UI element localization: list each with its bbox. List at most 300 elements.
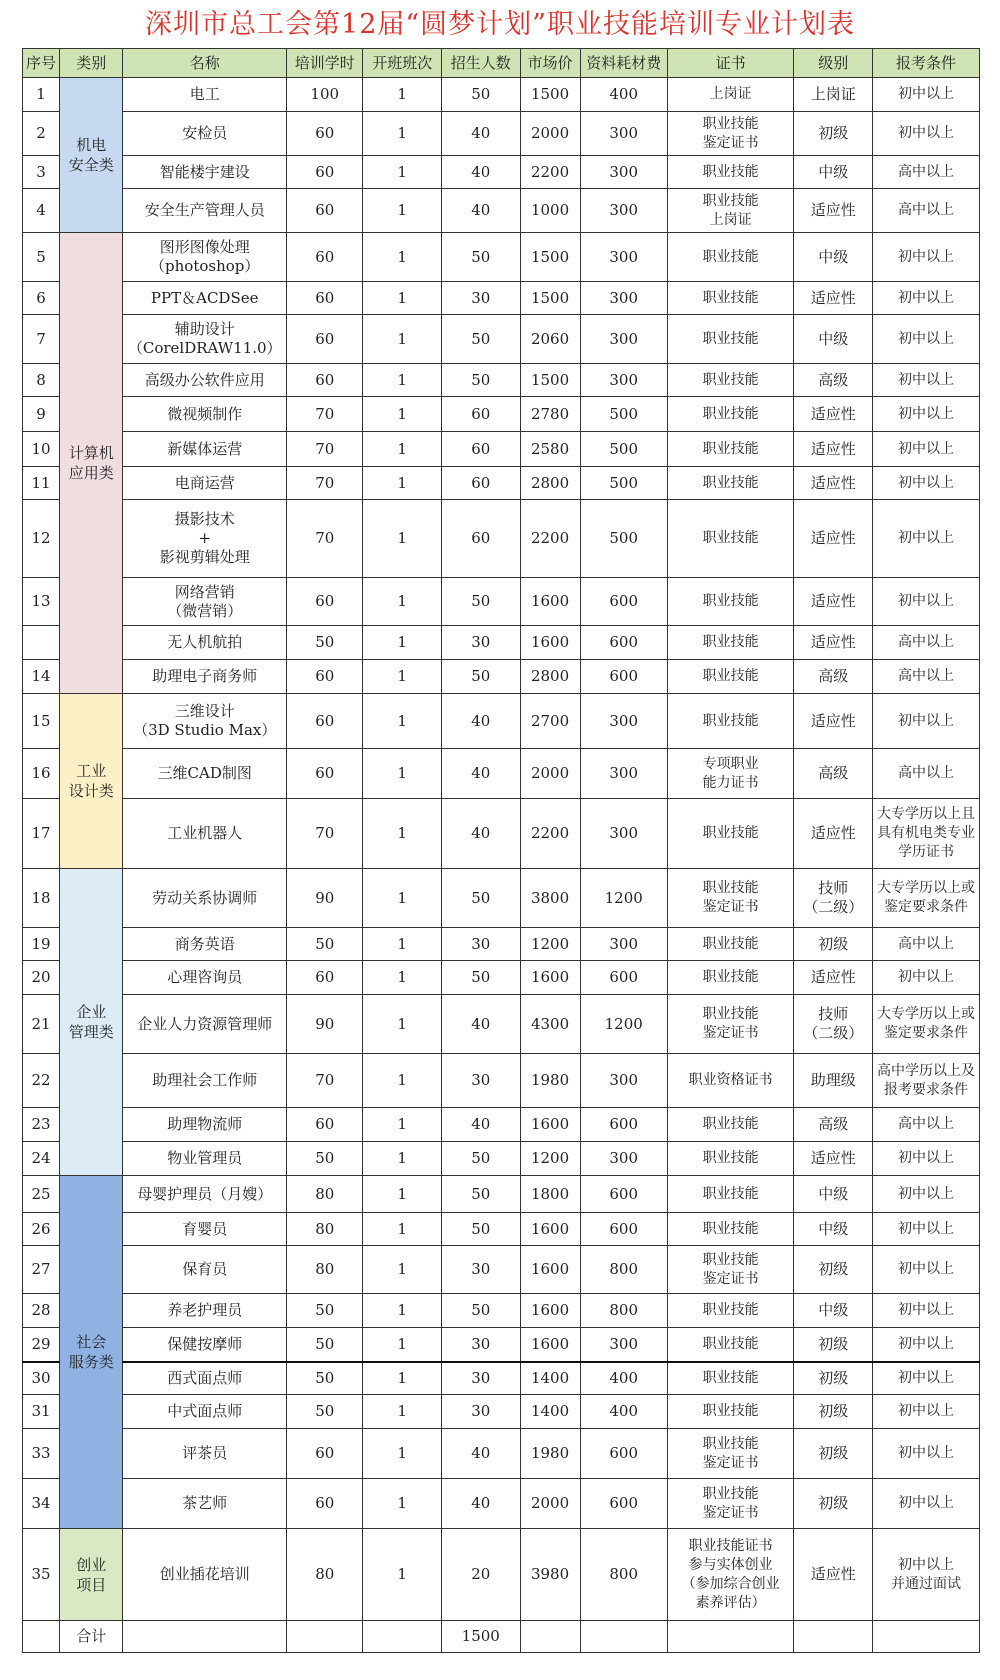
cell-classes: 1 xyxy=(363,1176,442,1213)
cell-classes: 1 xyxy=(363,364,442,397)
table-row xyxy=(23,78,980,112)
cell-name: 保健按摩师 xyxy=(123,1328,287,1362)
row-number: 3 xyxy=(23,156,60,189)
cell-fee: 500 xyxy=(580,467,667,500)
table-row xyxy=(23,869,980,928)
cell-cert: 职业技能 xyxy=(667,626,794,660)
cell-classes: 1 xyxy=(363,660,442,694)
row-number: 24 xyxy=(23,1142,60,1176)
column-header: 名称 xyxy=(123,49,287,78)
table-row xyxy=(23,749,980,799)
cell-price: 2000 xyxy=(520,749,580,799)
cell-classes: 1 xyxy=(363,928,442,961)
cell-hours: 60 xyxy=(287,1108,363,1142)
cell-cert: 职业技能 xyxy=(667,799,794,869)
table-row xyxy=(23,432,980,467)
cell-price: 1600 xyxy=(520,1213,580,1246)
cell-price: 2200 xyxy=(520,156,580,189)
cell-enroll: 30 xyxy=(441,1362,520,1395)
cell-req: 初中以上 xyxy=(873,1213,980,1246)
cell-enroll: 50 xyxy=(441,869,520,928)
cell-enroll: 60 xyxy=(441,467,520,500)
row-number: 18 xyxy=(23,869,60,928)
cell-hours: 50 xyxy=(287,928,363,961)
cell-req: 初中以上 xyxy=(873,1142,980,1176)
cell-name: 母婴护理员（月嫂） xyxy=(123,1176,287,1213)
category-cell: 企业 管理类 xyxy=(60,869,123,1176)
table-row xyxy=(23,233,980,282)
cell-hours: 60 xyxy=(287,1429,363,1479)
cell-level: 高级 xyxy=(794,660,873,694)
cell-level: 初级 xyxy=(794,1246,873,1294)
cell-classes: 1 xyxy=(363,1362,442,1395)
cell-level: 初级 xyxy=(794,1395,873,1429)
cell-name: 茶艺师 xyxy=(123,1479,287,1529)
cell-hours: 70 xyxy=(287,397,363,432)
cell-hours: 50 xyxy=(287,1395,363,1429)
cell-fee: 800 xyxy=(580,1246,667,1294)
column-header: 招生人数 xyxy=(441,49,520,78)
row-number: 13 xyxy=(23,578,60,626)
row-number: 27 xyxy=(23,1246,60,1294)
row-number: 21 xyxy=(23,995,60,1054)
cell-price: 4300 xyxy=(520,995,580,1054)
cell-enroll: 50 xyxy=(441,578,520,626)
row-number: 35 xyxy=(23,1529,60,1621)
cell-hours: 60 xyxy=(287,364,363,397)
table-row xyxy=(23,961,980,995)
cell-price: 2780 xyxy=(520,397,580,432)
cell-classes: 1 xyxy=(363,78,442,112)
row-number: 8 xyxy=(23,364,60,397)
cell-enroll: 40 xyxy=(441,799,520,869)
cell-price: 2060 xyxy=(520,315,580,364)
cell-hours: 80 xyxy=(287,1213,363,1246)
cell-fee: 300 xyxy=(580,1054,667,1108)
cell-classes: 1 xyxy=(363,282,442,315)
cell-price: 3800 xyxy=(520,869,580,928)
cell-level: 高级 xyxy=(794,749,873,799)
cell-fee: 300 xyxy=(580,315,667,364)
cell-enroll: 50 xyxy=(441,233,520,282)
cell-fee: 300 xyxy=(580,1328,667,1362)
cell-price: 2800 xyxy=(520,467,580,500)
total-cell xyxy=(123,1621,287,1653)
cell-level: 初级 xyxy=(794,1429,873,1479)
cell-price: 1600 xyxy=(520,578,580,626)
cell-enroll: 50 xyxy=(441,1176,520,1213)
cell-cert: 职业技能 xyxy=(667,156,794,189)
cell-cert: 职业技能 xyxy=(667,364,794,397)
cell-req: 初中以上 xyxy=(873,1176,980,1213)
cell-classes: 1 xyxy=(363,156,442,189)
cell-req: 初中以上 xyxy=(873,694,980,749)
cell-price: 1980 xyxy=(520,1054,580,1108)
cell-cert: 职业技能 xyxy=(667,315,794,364)
cell-enroll: 60 xyxy=(441,432,520,467)
cell-level: 适应性 xyxy=(794,1529,873,1621)
cell-price: 2200 xyxy=(520,799,580,869)
cell-name: 劳动关系协调师 xyxy=(123,869,287,928)
cell-req: 初中以上 xyxy=(873,112,980,156)
cell-req: 高中以上 xyxy=(873,660,980,694)
cell-classes: 1 xyxy=(363,961,442,995)
cell-price: 1400 xyxy=(520,1362,580,1395)
cell-hours: 50 xyxy=(287,1142,363,1176)
cell-price: 1500 xyxy=(520,364,580,397)
cell-name: 中式面点师 xyxy=(123,1395,287,1429)
cell-enroll: 40 xyxy=(441,694,520,749)
cell-price: 1500 xyxy=(520,78,580,112)
cell-enroll: 50 xyxy=(441,1213,520,1246)
cell-cert: 职业技能 xyxy=(667,1142,794,1176)
total-cell xyxy=(873,1621,980,1653)
cell-price: 2200 xyxy=(520,500,580,578)
cell-name: 评茶员 xyxy=(123,1429,287,1479)
cell-price: 1600 xyxy=(520,626,580,660)
total-cell xyxy=(520,1621,580,1653)
cell-enroll: 40 xyxy=(441,189,520,233)
column-header: 资料耗材费 xyxy=(580,49,667,78)
cell-hours: 60 xyxy=(287,694,363,749)
cell-classes: 1 xyxy=(363,1108,442,1142)
cell-req: 初中以上 xyxy=(873,1294,980,1328)
cell-req: 大专学历以上且 具有机电类专业 学历证书 xyxy=(873,799,980,869)
cell-price: 1500 xyxy=(520,282,580,315)
row-number: 30 xyxy=(23,1362,60,1395)
cell-level: 适应性 xyxy=(794,626,873,660)
cell-name: 图形图像处理 （photoshop） xyxy=(123,233,287,282)
cell-classes: 1 xyxy=(363,233,442,282)
cell-hours: 60 xyxy=(287,112,363,156)
cell-classes: 1 xyxy=(363,189,442,233)
table-row xyxy=(23,1294,980,1328)
cell-classes: 1 xyxy=(363,1054,442,1108)
cell-classes: 1 xyxy=(363,1142,442,1176)
table-row xyxy=(23,112,980,156)
cell-cert: 职业技能 xyxy=(667,1328,794,1362)
cell-req: 初中以上 xyxy=(873,1429,980,1479)
table-row xyxy=(23,1328,980,1362)
cell-classes: 1 xyxy=(363,467,442,500)
cell-price: 3980 xyxy=(520,1529,580,1621)
cell-hours: 70 xyxy=(287,799,363,869)
cell-name: 心理咨询员 xyxy=(123,961,287,995)
table-row xyxy=(23,1362,980,1395)
cell-classes: 1 xyxy=(363,799,442,869)
cell-req: 初中以上 xyxy=(873,961,980,995)
cell-fee: 300 xyxy=(580,233,667,282)
column-header: 证书 xyxy=(667,49,794,78)
row-number: 31 xyxy=(23,1395,60,1429)
cell-enroll: 30 xyxy=(441,1328,520,1362)
cell-name: 安全生产管理人员 xyxy=(123,189,287,233)
cell-cert: 职业技能 xyxy=(667,1213,794,1246)
cell-hours: 50 xyxy=(287,626,363,660)
cell-fee: 600 xyxy=(580,1213,667,1246)
row-number: 14 xyxy=(23,660,60,694)
cell-classes: 1 xyxy=(363,1429,442,1479)
cell-name: 高级办公软件应用 xyxy=(123,364,287,397)
cell-req: 初中以上 xyxy=(873,364,980,397)
cell-name: 三维CAD制图 xyxy=(123,749,287,799)
cell-cert: 职业技能 鉴定证书 xyxy=(667,1479,794,1529)
cell-req: 高中以上 xyxy=(873,156,980,189)
cell-cert: 职业技能 xyxy=(667,961,794,995)
row-number: 26 xyxy=(23,1213,60,1246)
category-cell: 社会 服务类 xyxy=(60,1176,123,1529)
cell-enroll: 40 xyxy=(441,112,520,156)
row-number: 34 xyxy=(23,1479,60,1529)
row-number xyxy=(23,626,60,660)
cell-name: 三维设计 （3D Studio Max） xyxy=(123,694,287,749)
cell-enroll: 40 xyxy=(441,1108,520,1142)
cell-hours: 50 xyxy=(287,1294,363,1328)
cell-hours: 60 xyxy=(287,961,363,995)
cell-hours: 60 xyxy=(287,749,363,799)
row-number: 33 xyxy=(23,1429,60,1479)
cell-level: 适应性 xyxy=(794,397,873,432)
table-row xyxy=(23,626,980,660)
cell-hours: 90 xyxy=(287,995,363,1054)
table-row xyxy=(23,1529,980,1621)
cell-req: 高中以上 xyxy=(873,928,980,961)
table-row xyxy=(23,1246,980,1294)
cell-classes: 1 xyxy=(363,500,442,578)
cell-enroll: 40 xyxy=(441,995,520,1054)
cell-req: 初中以上 xyxy=(873,1328,980,1362)
cell-fee: 600 xyxy=(580,1176,667,1213)
cell-name: 创业插花培训 xyxy=(123,1529,287,1621)
cell-cert: 职业技能 鉴定证书 xyxy=(667,112,794,156)
cell-fee: 300 xyxy=(580,189,667,233)
cell-level: 中级 xyxy=(794,1176,873,1213)
cell-level: 技师 （二级） xyxy=(794,869,873,928)
cell-classes: 1 xyxy=(363,578,442,626)
cell-cert: 职业技能 xyxy=(667,500,794,578)
row-number: 15 xyxy=(23,694,60,749)
cell-name: PPT＆ACDSee xyxy=(123,282,287,315)
total-label: 合计 xyxy=(60,1621,123,1653)
cell-classes: 1 xyxy=(363,1395,442,1429)
cell-hours: 50 xyxy=(287,1362,363,1395)
cell-req: 初中以上 xyxy=(873,1362,980,1395)
cell-level: 适应性 xyxy=(794,578,873,626)
total-cell xyxy=(794,1621,873,1653)
cell-hours: 60 xyxy=(287,189,363,233)
cell-level: 中级 xyxy=(794,315,873,364)
row-number: 10 xyxy=(23,432,60,467)
cell-cert: 职业技能 xyxy=(667,233,794,282)
cell-cert: 职业技能 xyxy=(667,928,794,961)
cell-level: 上岗证 xyxy=(794,78,873,112)
column-header: 开班班次 xyxy=(363,49,442,78)
cell-name: 助理社会工作师 xyxy=(123,1054,287,1108)
cell-cert: 职业技能 xyxy=(667,578,794,626)
cell-classes: 1 xyxy=(363,749,442,799)
cell-level: 适应性 xyxy=(794,282,873,315)
cell-level: 适应性 xyxy=(794,432,873,467)
cell-cert: 职业技能 xyxy=(667,1108,794,1142)
cell-enroll: 60 xyxy=(441,397,520,432)
column-header: 类别 xyxy=(60,49,123,78)
cell-hours: 80 xyxy=(287,1246,363,1294)
cell-enroll: 50 xyxy=(441,364,520,397)
cell-req: 初中以上 xyxy=(873,467,980,500)
cell-name: 保育员 xyxy=(123,1246,287,1294)
cell-hours: 90 xyxy=(287,869,363,928)
column-header: 市场价 xyxy=(520,49,580,78)
table-row xyxy=(23,995,980,1054)
cell-cert: 职业技能证书 参与实体创业 （参加综合创业 素养评估） xyxy=(667,1529,794,1621)
cell-name: 电工 xyxy=(123,78,287,112)
cell-cert: 职业技能 xyxy=(667,432,794,467)
row-number: 2 xyxy=(23,112,60,156)
table-row xyxy=(23,397,980,432)
table-row xyxy=(23,928,980,961)
cell-enroll: 30 xyxy=(441,1395,520,1429)
cell-req: 高中以上 xyxy=(873,189,980,233)
cell-hours: 60 xyxy=(287,578,363,626)
cell-hours: 60 xyxy=(287,315,363,364)
total-row xyxy=(23,1621,980,1653)
cell-price: 2800 xyxy=(520,660,580,694)
table-row xyxy=(23,694,980,749)
row-number: 17 xyxy=(23,799,60,869)
cell-fee: 400 xyxy=(580,78,667,112)
cell-classes: 1 xyxy=(363,1294,442,1328)
cell-fee: 300 xyxy=(580,749,667,799)
header-row xyxy=(23,49,980,78)
cell-hours: 60 xyxy=(287,156,363,189)
cell-price: 1600 xyxy=(520,1294,580,1328)
cell-fee: 600 xyxy=(580,660,667,694)
table-row xyxy=(23,500,980,578)
cell-req: 初中以上 xyxy=(873,578,980,626)
cell-enroll: 50 xyxy=(441,660,520,694)
column-header: 培训学时 xyxy=(287,49,363,78)
total-cell xyxy=(363,1621,442,1653)
cell-req: 初中以上 xyxy=(873,233,980,282)
cell-enroll: 40 xyxy=(441,1429,520,1479)
cell-enroll: 40 xyxy=(441,749,520,799)
cell-req: 初中以上 xyxy=(873,397,980,432)
cell-name: 电商运营 xyxy=(123,467,287,500)
cell-level: 适应性 xyxy=(794,189,873,233)
cell-price: 1980 xyxy=(520,1429,580,1479)
table-row xyxy=(23,1213,980,1246)
cell-fee: 600 xyxy=(580,961,667,995)
cell-price: 1200 xyxy=(520,1142,580,1176)
row-number: 5 xyxy=(23,233,60,282)
cell-enroll: 30 xyxy=(441,1246,520,1294)
cell-level: 高级 xyxy=(794,364,873,397)
cell-name: 西式面点师 xyxy=(123,1362,287,1395)
cell-enroll: 50 xyxy=(441,1142,520,1176)
cell-level: 初级 xyxy=(794,1362,873,1395)
cell-name: 养老护理员 xyxy=(123,1294,287,1328)
cell-cert: 职业资格证书 xyxy=(667,1054,794,1108)
row-number: 20 xyxy=(23,961,60,995)
table-row xyxy=(23,1429,980,1479)
cell-classes: 1 xyxy=(363,112,442,156)
cell-cert: 职业技能 xyxy=(667,660,794,694)
cell-hours: 60 xyxy=(287,233,363,282)
total-cell xyxy=(287,1621,363,1653)
cell-level: 高级 xyxy=(794,1108,873,1142)
cell-classes: 1 xyxy=(363,995,442,1054)
cell-price: 1600 xyxy=(520,1108,580,1142)
cell-level: 中级 xyxy=(794,1294,873,1328)
total-cell xyxy=(23,1621,60,1653)
cell-cert: 职业技能 鉴定证书 xyxy=(667,1246,794,1294)
cell-level: 适应性 xyxy=(794,799,873,869)
cell-name: 微视频制作 xyxy=(123,397,287,432)
cell-name: 助理物流师 xyxy=(123,1108,287,1142)
row-number: 23 xyxy=(23,1108,60,1142)
cell-level: 初级 xyxy=(794,928,873,961)
cell-fee: 300 xyxy=(580,282,667,315)
cell-level: 适应性 xyxy=(794,467,873,500)
cell-hours: 80 xyxy=(287,1176,363,1213)
cell-req: 初中以上 xyxy=(873,432,980,467)
cell-fee: 300 xyxy=(580,799,667,869)
cell-enroll: 50 xyxy=(441,1294,520,1328)
cell-req: 初中以上 xyxy=(873,282,980,315)
cell-fee: 300 xyxy=(580,112,667,156)
cell-hours: 50 xyxy=(287,1328,363,1362)
cell-hours: 70 xyxy=(287,432,363,467)
table-row xyxy=(23,578,980,626)
table-row xyxy=(23,1054,980,1108)
row-number: 11 xyxy=(23,467,60,500)
page-title: 深圳市总工会第12届“圆梦计划”职业技能培训专业计划表 xyxy=(145,9,855,40)
cell-fee: 300 xyxy=(580,364,667,397)
cell-cert: 职业技能 xyxy=(667,1362,794,1395)
cell-enroll: 50 xyxy=(441,961,520,995)
cell-cert: 职业技能 鉴定证书 xyxy=(667,1429,794,1479)
column-header: 序号 xyxy=(23,49,60,78)
category-cell: 工业 设计类 xyxy=(60,694,123,869)
cell-fee: 600 xyxy=(580,1479,667,1529)
cell-enroll: 30 xyxy=(441,282,520,315)
cell-enroll: 40 xyxy=(441,1479,520,1529)
cell-name: 商务英语 xyxy=(123,928,287,961)
cell-cert: 上岗证 xyxy=(667,78,794,112)
table-row xyxy=(23,364,980,397)
cell-price: 2580 xyxy=(520,432,580,467)
row-number: 7 xyxy=(23,315,60,364)
cell-price: 1600 xyxy=(520,1328,580,1362)
cell-classes: 1 xyxy=(363,1328,442,1362)
row-number: 16 xyxy=(23,749,60,799)
row-number: 6 xyxy=(23,282,60,315)
cell-name: 助理电子商务师 xyxy=(123,660,287,694)
cell-level: 助理级 xyxy=(794,1054,873,1108)
cell-fee: 600 xyxy=(580,1108,667,1142)
cell-hours: 60 xyxy=(287,1479,363,1529)
cell-req: 大专学历以上或 鉴定要求条件 xyxy=(873,869,980,928)
cell-classes: 1 xyxy=(363,869,442,928)
cell-req: 高中以上 xyxy=(873,1108,980,1142)
cell-fee: 1200 xyxy=(580,869,667,928)
cell-req: 大专学历以上或 鉴定要求条件 xyxy=(873,995,980,1054)
cell-enroll: 30 xyxy=(441,1054,520,1108)
cell-fee: 800 xyxy=(580,1294,667,1328)
cell-req: 初中以上 xyxy=(873,1479,980,1529)
cell-hours: 100 xyxy=(287,78,363,112)
cell-level: 中级 xyxy=(794,156,873,189)
